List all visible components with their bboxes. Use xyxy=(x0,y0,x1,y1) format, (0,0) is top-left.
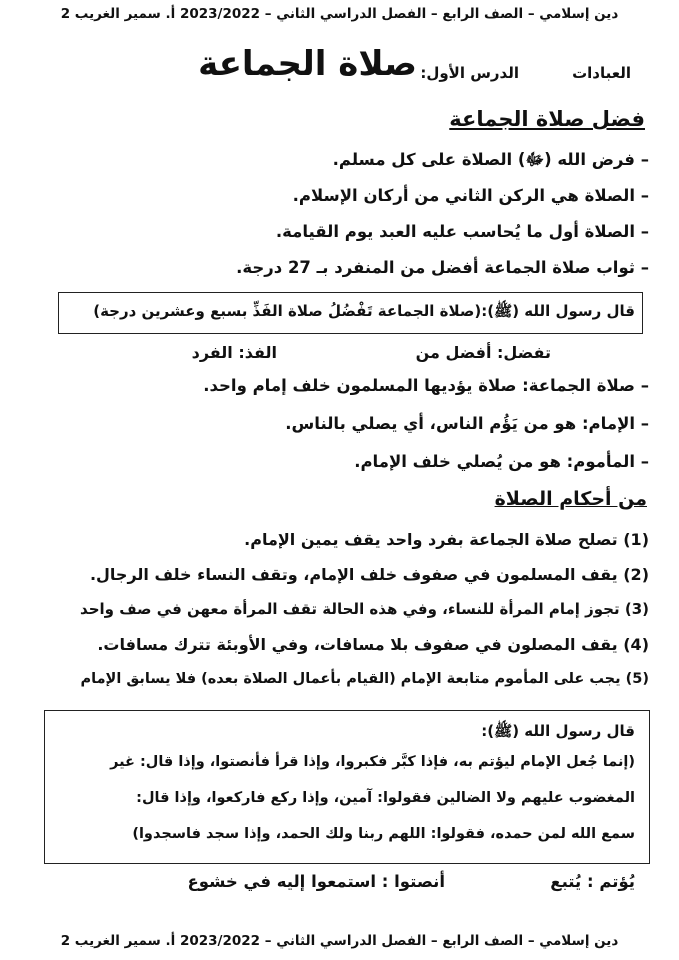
virtue-item: – الصلاة أول ما يُحاسب عليه العبد يوم القيامة. xyxy=(275,222,649,241)
ruling-item: (3) تجوز إمام المرأة للنساء، وفي هذه الحالة تقف المرأة معهن في صف واحد xyxy=(80,600,649,618)
ruling-item: (1) تصلح صلاة الجماعة بفرد واحد يقف يمين الإمام. xyxy=(244,530,649,549)
hadith-2-line: سمع الله لمن حمده، فقولوا: اللهم ربنا ولك الحمد، وإذا سجد فاسجدوا) xyxy=(132,826,635,842)
definition-item: – الإمام: هو من يَؤُم الناس، أي يصلي بالناس. xyxy=(285,414,649,433)
hadith-2-line: المغضوب عليهم ولا الضالين فقولوا: آمين، وإذا ركع فاركعوا، وإذا قال: xyxy=(136,790,635,806)
definition-item: – المأموم: هو من يُصلي خلف الإمام. xyxy=(354,452,649,471)
hadith-1-text: قال رسول الله (ﷺ):(صلاة الجماعة تَفْضُلُ صلاة الفَذِّ بسبع وعشرين درجة) xyxy=(93,302,635,320)
virtue-heading: فضل صلاة الجماعة xyxy=(449,107,645,131)
lesson-label: الدرس الأول: xyxy=(420,64,519,82)
ruling-item: (2) يقف المسلمون في صفوف خلف الإمام، وتقف النساء خلف الرجال. xyxy=(89,565,649,584)
rulings-heading: من أحكام الصلاة xyxy=(494,488,647,510)
hadith-2-line: (إنما جُعل الإمام ليؤتم به، فإذا كبَّر فكبروا، وإذا قرأ فأنصتوا، وإذا قال: غير xyxy=(110,754,635,770)
ruling-item: (5) يجب على المأموم متابعة الإمام (القيام بأعمال الصلاة بعده) فلا يسابق الإمام xyxy=(80,671,649,687)
ruling-item: (4) يقف المصلون في صفوف بلا مسافات، وفي الأوبئة تترك مسافات. xyxy=(97,635,649,654)
virtue-item: – الصلاة هي الركن الثاني من أركان الإسلام. xyxy=(292,186,649,205)
vocab-yutam: يُؤتم : يُتبع xyxy=(550,872,635,891)
definition-item: – صلاة الجماعة: صلاة يؤديها المسلمون خلف إمام واحد. xyxy=(203,376,649,395)
hadith-2-intro: قال رسول الله (ﷺ): xyxy=(481,722,635,740)
vocab-alfadh: الفذ: الفرد xyxy=(191,343,277,362)
virtue-item: – ثواب صلاة الجماعة أفضل من المنفرد بـ 27 درجة. xyxy=(236,258,649,277)
vocab-ansitu: أنصتوا : استمعوا إليه في خشوع xyxy=(187,872,445,891)
virtue-item: – فرض الله (ﷻ) الصلاة على كل مسلم. xyxy=(332,150,649,169)
page-footer: دين إسلامي – الصف الرابع – الفصل الدراسي الثاني – 2023/2022 أ. سمير الغريب 2 xyxy=(60,933,619,949)
unit-label: العبادات xyxy=(572,64,631,82)
page-header: دين إسلامي – الصف الرابع – الفصل الدراسي الثاني – 2023/2022 أ. سمير الغريب 2 xyxy=(60,6,619,22)
lesson-title: صلاة الجماعة xyxy=(198,44,417,84)
vocab-tafdul: تفضل: أفضل من xyxy=(415,343,551,362)
